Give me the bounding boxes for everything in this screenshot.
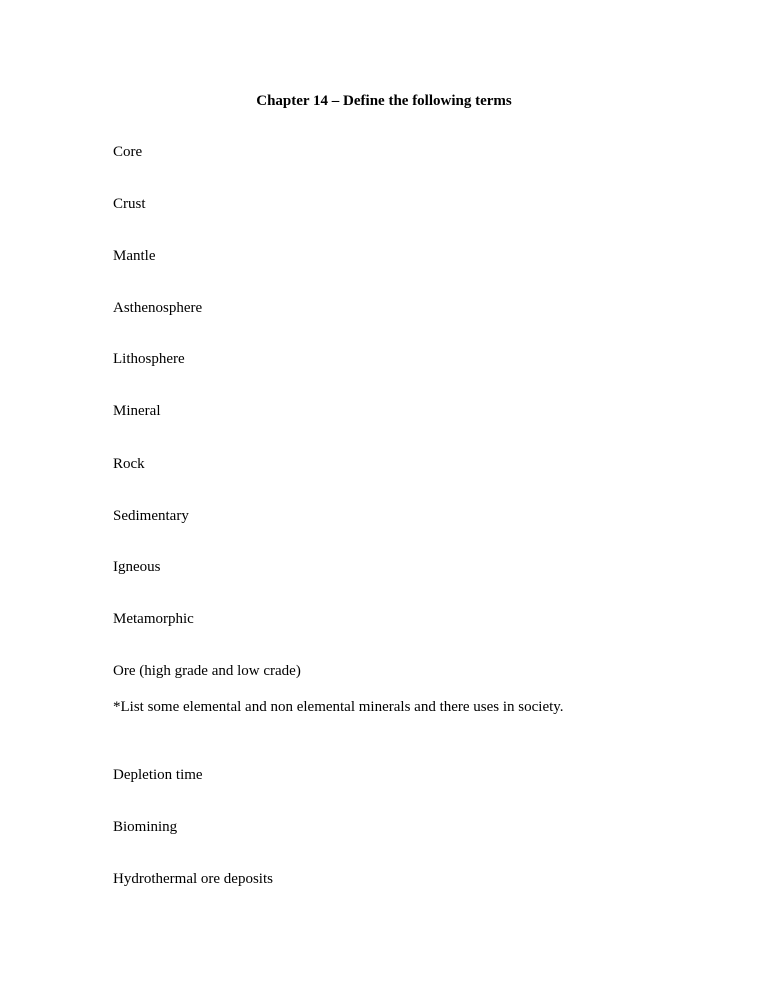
term-mantle: Mantle (113, 248, 156, 264)
term-igneous: Igneous (113, 559, 161, 575)
term-depletion-time: Depletion time (113, 767, 203, 783)
term-ore: Ore (high grade and low crade) (113, 663, 301, 679)
term-metamorphic: Metamorphic (113, 611, 194, 627)
term-crust: Crust (113, 196, 146, 212)
term-lithosphere: Lithosphere (113, 351, 185, 367)
term-biomining: Biomining (113, 819, 178, 835)
list-minerals-prompt: *List some elemental and non elemental minerals and there uses in society. (113, 699, 564, 715)
term-hydrothermal-ore-deposits: Hydrothermal ore deposits (113, 871, 273, 887)
term-sedimentary: Sedimentary (113, 508, 189, 524)
term-rock: Rock (113, 456, 145, 472)
page-title: Chapter 14 – Define the following terms (256, 93, 512, 109)
term-core: Core (113, 144, 143, 160)
term-asthenosphere: Asthenosphere (113, 300, 203, 316)
term-mineral: Mineral (113, 403, 161, 419)
